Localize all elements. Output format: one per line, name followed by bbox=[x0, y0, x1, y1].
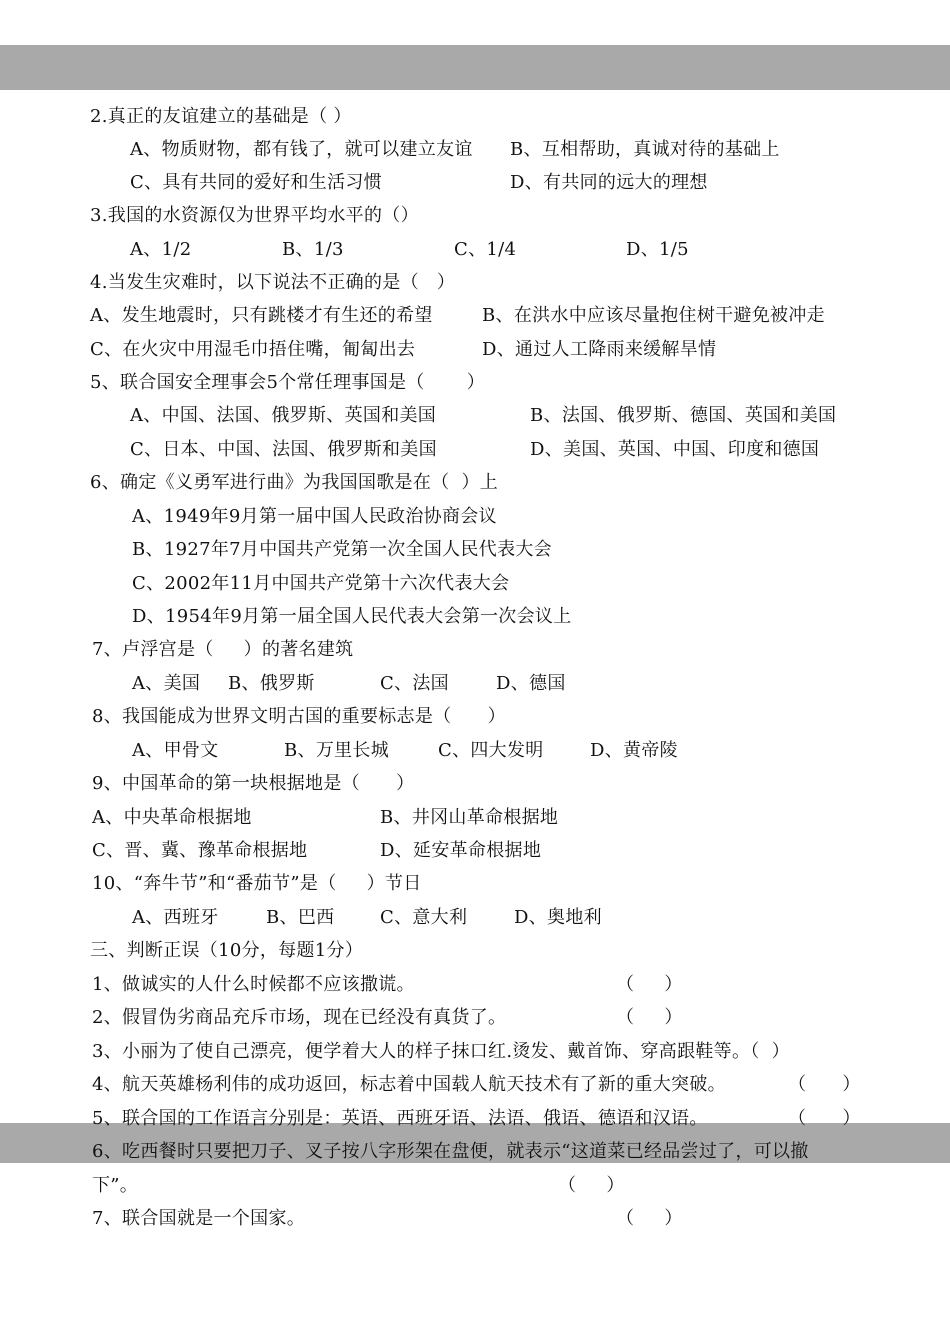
tf-5-text: 5、联合国的工作语言分别是：英语、西班牙语、法语、俄语、德语和汉语。 bbox=[92, 1108, 708, 1129]
q10-stem: 10、“奔牛节”和“番茄节”是（ ）节日 bbox=[92, 873, 422, 894]
q2-option-d: D、有共同的远大的理想 bbox=[510, 172, 708, 193]
q3-option-b: B、1/3 bbox=[282, 239, 344, 260]
tf-6-text: 6、吃西餐时只要把刀子、叉子按八字形架在盘便，就表示“这道菜已经品尝过了，可以撤 bbox=[92, 1141, 809, 1162]
q7-option-c: C、法国 bbox=[380, 673, 449, 694]
q2-option-a: A、物质财物，都有钱了，就可以建立友谊 bbox=[130, 139, 473, 160]
q10-option-a: A、西班牙 bbox=[132, 907, 219, 928]
tf-2-text: 2、假冒伪劣商品充斥市场，现在已经没有真货了。 bbox=[92, 1007, 507, 1028]
q7-option-a: A、美国 bbox=[132, 673, 201, 694]
q6-stem: 6、确定《义勇军进行曲》为我国国歌是在（ ）上 bbox=[90, 472, 499, 493]
q7-option-b: B、俄罗斯 bbox=[228, 673, 315, 694]
q9-option-b: B、井冈山革命根据地 bbox=[380, 807, 559, 828]
q4-stem: 4.当发生灾难时，以下说法不正确的是（ ） bbox=[90, 272, 456, 293]
q3-option-c: C、1/4 bbox=[454, 239, 517, 260]
q2-stem: 2.真正的友谊建立的基础是（ ） bbox=[90, 106, 352, 127]
q9-stem: 9、中国革命的第一块根据地是（ ） bbox=[92, 773, 415, 794]
q2-option-b: B、互相帮助，真诚对待的基础上 bbox=[510, 139, 780, 160]
tf-1-answer-blank: （ ） bbox=[616, 974, 683, 995]
q9-option-d: D、延安革命根据地 bbox=[380, 840, 542, 861]
tf-4-text: 4、航天英雄杨利伟的成功返回，标志着中国载人航天技术有了新的重大突破。 bbox=[92, 1074, 726, 1095]
tf-3-text: 3、小丽为了使自己漂亮，便学着大人的样子抹口红.烫发、戴首饰、穿高跟鞋等。（ ） bbox=[92, 1041, 790, 1062]
tf-7-answer-blank: （ ） bbox=[616, 1208, 683, 1229]
q2-option-c: C、具有共同的爱好和生活习惯 bbox=[130, 172, 382, 193]
q8-option-b: B、万里长城 bbox=[284, 740, 390, 761]
q6-option-d: D、1954年9月第一届全国人民代表大会第一次会议上 bbox=[132, 606, 572, 627]
q3-option-a: A、1/2 bbox=[130, 239, 192, 260]
tf-4-answer-blank: （ ） bbox=[788, 1074, 861, 1095]
tf-5-answer-blank: （ ） bbox=[788, 1108, 861, 1129]
section3-title: 三、判断正误（10分，每题1分） bbox=[90, 940, 364, 961]
q6-option-b: B、1927年7月中国共产党第一次全国人民代表大会 bbox=[132, 539, 552, 560]
tf-1-text: 1、做诚实的人什么时候都不应该撒谎。 bbox=[92, 974, 415, 995]
q6-option-a: A、1949年9月第一届中国人民政治协商会议 bbox=[132, 506, 497, 527]
q4-option-a: A、发生地震时，只有跳楼才有生还的希望 bbox=[90, 305, 433, 326]
q4-option-b: B、在洪水中应该尽量抱住树干避免被冲走 bbox=[482, 305, 825, 326]
q5-option-c: C、日本、中国、法国、俄罗斯和美国 bbox=[130, 439, 437, 460]
q8-option-c: C、四大发明 bbox=[438, 740, 544, 761]
q3-stem: 3.我国的水资源仅为世界平均水平的（） bbox=[90, 205, 419, 226]
tf-7-text: 7、联合国就是一个国家。 bbox=[92, 1208, 306, 1229]
q8-stem: 8、我国能成为世界文明古国的重要标志是（ ） bbox=[92, 706, 506, 727]
q6-option-c: C、2002年11月中国共产党第十六次代表大会 bbox=[132, 573, 510, 594]
q10-option-d: D、奥地利 bbox=[514, 907, 602, 928]
q5-option-a: A、中国、法国、俄罗斯、英国和美国 bbox=[130, 405, 437, 426]
q9-option-c: C、晋、冀、豫革命根据地 bbox=[92, 840, 308, 861]
header-band bbox=[0, 45, 950, 90]
tf-6-text-cont: 下”。 bbox=[92, 1175, 139, 1196]
q7-option-d: D、德国 bbox=[496, 673, 566, 694]
tf-2-answer-blank: （ ） bbox=[616, 1007, 683, 1028]
q8-option-d: D、黄帝陵 bbox=[590, 740, 678, 761]
tf-6-answer-blank: （ ） bbox=[558, 1175, 625, 1196]
tf-item-7 bbox=[92, 1207, 912, 1279]
q4-option-c: C、在火灾中用湿毛巾捂住嘴，匍匐出去 bbox=[90, 339, 416, 360]
q5-option-b: B、法国、俄罗斯、德国、英国和美国 bbox=[530, 405, 837, 426]
q5-stem: 5、联合国安全理事会5个常任理事国是（ ） bbox=[90, 372, 486, 393]
q5-option-d: D、美国、英国、中国、印度和德国 bbox=[530, 439, 820, 460]
q10-option-b: B、巴西 bbox=[266, 907, 335, 928]
q3-option-d: D、1/5 bbox=[626, 239, 689, 260]
q10-option-c: C、意大利 bbox=[380, 907, 468, 928]
q4-option-d: D、通过人工降雨来缓解旱情 bbox=[482, 339, 717, 360]
q7-stem: 7、卢浮宫是（ ）的著名建筑 bbox=[92, 639, 354, 660]
q8-option-a: A、甲骨文 bbox=[132, 740, 219, 761]
q9-option-a: A、中央革命根据地 bbox=[92, 807, 252, 828]
